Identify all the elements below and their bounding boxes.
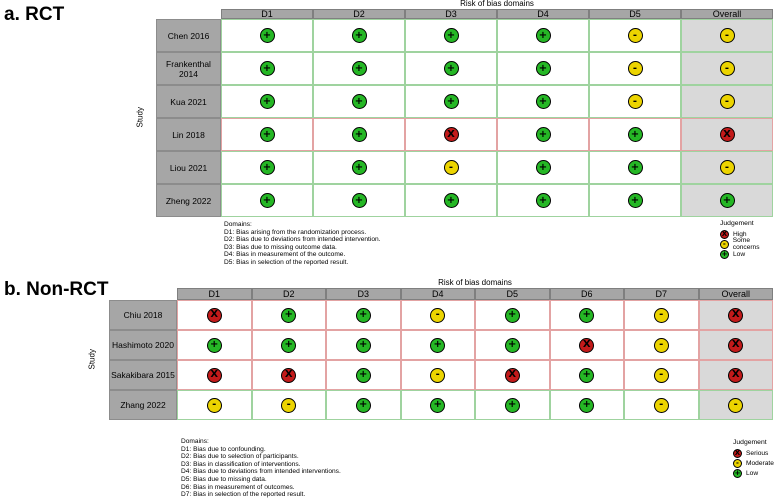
- overall-cell: [681, 151, 773, 184]
- legend-item: [720, 239, 777, 249]
- some-concerns-icon: -: [628, 61, 643, 76]
- low-risk-icon: +: [281, 308, 296, 323]
- judgement-cell: [326, 390, 401, 420]
- low-risk-icon: +: [352, 61, 367, 76]
- low-risk-icon: +: [430, 398, 445, 413]
- some-concerns-icon: -: [430, 368, 445, 383]
- judgement-cell: [313, 85, 405, 118]
- low-risk-icon: +: [352, 193, 367, 208]
- low-risk-icon: +: [536, 61, 551, 76]
- low-risk-icon: +: [352, 160, 367, 175]
- domain-definition: D6: Bias in measurement of outcomes.: [181, 483, 295, 491]
- judgement-cell: [401, 360, 476, 390]
- some-concerns-icon: -: [628, 94, 643, 109]
- domain-header: Overall: [699, 288, 774, 300]
- some-concerns-icon: -: [430, 308, 445, 323]
- low-risk-icon: +: [356, 308, 371, 323]
- high-risk-icon: X: [728, 368, 743, 383]
- judgement-cell: [221, 85, 313, 118]
- legend-label: High: [733, 230, 747, 238]
- judgement-cell: [589, 118, 681, 151]
- judgement-cell: [326, 360, 401, 390]
- judgement-cell: [589, 85, 681, 118]
- judgement-cell: [221, 118, 313, 151]
- judgement-cell: [497, 184, 589, 217]
- low-risk-icon: +: [260, 193, 275, 208]
- judgement-cell: [405, 184, 497, 217]
- study-label: Kua 2021: [156, 85, 221, 118]
- low-risk-icon: +: [260, 61, 275, 76]
- some-concerns-icon: -: [720, 94, 735, 109]
- low-risk-icon: +: [260, 28, 275, 43]
- judgement-cell: [313, 52, 405, 85]
- judgement-cell: [550, 360, 625, 390]
- some-concerns-icon: -: [654, 338, 669, 353]
- overall-cell: [681, 118, 773, 151]
- some-concerns-icon: -: [733, 459, 742, 468]
- study-label: Liou 2021: [156, 151, 221, 184]
- some-concerns-icon: -: [654, 368, 669, 383]
- study-label: Frankenthal 2014: [156, 52, 221, 85]
- overall-cell: [681, 184, 773, 217]
- judgement-cell: [589, 52, 681, 85]
- judgement-cell: [252, 300, 327, 330]
- legend-item: [733, 458, 774, 468]
- judgement-cell: [550, 330, 625, 360]
- domain-header: D3: [326, 288, 401, 300]
- low-risk-icon: +: [356, 398, 371, 413]
- low-risk-icon: +: [352, 94, 367, 109]
- some-concerns-icon: -: [720, 28, 735, 43]
- low-risk-icon: +: [356, 338, 371, 353]
- some-concerns-icon: -: [654, 398, 669, 413]
- study-label: Sakakibara 2015: [109, 360, 177, 390]
- judgement-cell: [177, 300, 252, 330]
- legend-item: [733, 468, 774, 478]
- judgement-cell: [624, 330, 699, 360]
- domain-definition: D1: Bias due to confounding.: [181, 445, 266, 453]
- overall-cell: [699, 360, 774, 390]
- judgement-cell: [550, 390, 625, 420]
- domain-header: D6: [550, 288, 625, 300]
- low-risk-icon: +: [260, 127, 275, 142]
- high-risk-icon: X: [734, 448, 741, 457]
- judgement-cell: [497, 52, 589, 85]
- domains-legend: [224, 221, 381, 267]
- judgement-cell: [177, 360, 252, 390]
- y-axis-label: Study: [135, 107, 145, 128]
- judgement-cell: [252, 390, 327, 420]
- low-risk-icon: +: [579, 398, 594, 413]
- judgement-cell: [475, 300, 550, 330]
- domain-definition: D5: Bias in selection of the reported result.: [224, 258, 349, 266]
- domain-definition: D2: Bias due to selection of participants.: [181, 453, 299, 461]
- high-risk-icon: X: [720, 127, 735, 142]
- judgement-cell: [177, 330, 252, 360]
- low-risk-icon: +: [579, 368, 594, 383]
- high-risk-icon: X: [505, 368, 520, 383]
- high-risk-icon: X: [281, 368, 296, 383]
- high-risk-icon: X: [207, 308, 222, 323]
- domain-header: D7: [624, 288, 699, 300]
- judgement-cell: [221, 151, 313, 184]
- high-risk-icon: X: [728, 338, 743, 353]
- judgement-cell: [497, 151, 589, 184]
- legend-label: Moderate: [746, 459, 774, 467]
- some-concerns-icon: -: [720, 61, 735, 76]
- judgement-cell: [401, 300, 476, 330]
- low-risk-icon: +: [444, 94, 459, 109]
- domain-header: D4: [497, 9, 589, 19]
- some-concerns-icon: -: [444, 160, 459, 175]
- study-label: Hashimoto 2020: [109, 330, 177, 360]
- domain-header: D1: [177, 288, 252, 300]
- low-risk-icon: +: [536, 127, 551, 142]
- high-risk-icon: X: [207, 368, 222, 383]
- some-concerns-icon: -: [728, 398, 743, 413]
- judgement-cell: [475, 360, 550, 390]
- domain-definition: D1: Bias arising from the randomization process.: [224, 228, 367, 236]
- overall-cell: [699, 390, 774, 420]
- domain-header: Overall: [681, 9, 773, 19]
- legend-label: Some concerns: [732, 237, 760, 251]
- low-risk-icon: +: [536, 160, 551, 175]
- some-concerns-icon: -: [720, 240, 729, 249]
- judgement-cell: [326, 300, 401, 330]
- judgement-cell: [475, 330, 550, 360]
- domain-definition: D3: Bias due to missing outcome data.: [224, 243, 337, 251]
- domain-header: D3: [405, 9, 497, 19]
- domains-legend: [181, 438, 341, 499]
- legend-item: [733, 448, 774, 458]
- domain-definition: D2: Bias due to deviations from intended intervention.: [224, 236, 381, 244]
- overall-cell: [681, 19, 773, 52]
- judgement-cell: [624, 300, 699, 330]
- judgement-cell: [401, 390, 476, 420]
- some-concerns-icon: -: [207, 398, 222, 413]
- low-risk-icon: +: [207, 338, 222, 353]
- judgement-cell: [221, 184, 313, 217]
- low-risk-icon: +: [444, 28, 459, 43]
- some-concerns-icon: -: [654, 308, 669, 323]
- judgement-cell: [405, 52, 497, 85]
- judgement-cell: [475, 390, 550, 420]
- risk-of-bias-title: Risk of bias domains: [438, 278, 512, 287]
- domain-header: D2: [252, 288, 327, 300]
- judgement-cell: [405, 151, 497, 184]
- judgement-cell: [252, 360, 327, 390]
- judgement-cell: [313, 118, 405, 151]
- legend-label: Low: [746, 469, 759, 477]
- low-risk-icon: +: [505, 308, 520, 323]
- domain-definition: D5: Bias due to missing data.: [181, 475, 267, 483]
- high-risk-icon: X: [444, 127, 459, 142]
- judgement-cell: [177, 390, 252, 420]
- study-label: Chen 2016: [156, 19, 221, 52]
- study-label: Lin 2018: [156, 118, 221, 151]
- low-risk-icon: +: [505, 338, 520, 353]
- y-axis-label: Study: [87, 349, 97, 370]
- low-risk-icon: +: [356, 368, 371, 383]
- judgement-title: Judgement: [733, 439, 767, 446]
- low-risk-icon: +: [430, 338, 445, 353]
- judgement-cell: [589, 19, 681, 52]
- judgement-title: Judgement: [720, 220, 754, 227]
- judgement-cell: [326, 330, 401, 360]
- some-concerns-icon: -: [720, 160, 735, 175]
- panel-title: a. RCT: [4, 4, 65, 25]
- low-risk-icon: +: [260, 160, 275, 175]
- judgement-cell: [624, 360, 699, 390]
- domain-definition: D7: Bias in selection of the reported result.: [181, 491, 306, 499]
- judgement-cell: [624, 390, 699, 420]
- domain-definition: D3: Bias in classification of interventions.: [181, 460, 301, 468]
- high-risk-icon: X: [728, 308, 743, 323]
- low-risk-icon: +: [579, 308, 594, 323]
- some-concerns-icon: -: [628, 28, 643, 43]
- low-risk-icon: +: [536, 193, 551, 208]
- panel-title: b. Non-RCT: [4, 279, 109, 300]
- low-risk-icon: +: [352, 28, 367, 43]
- low-risk-icon: +: [281, 338, 296, 353]
- low-risk-icon: +: [734, 468, 741, 477]
- legend-label: Low: [733, 250, 746, 258]
- domain-definition: D4: Bias due to deviations from intended interventions.: [181, 468, 341, 476]
- low-risk-icon: +: [628, 127, 643, 142]
- risk-of-bias-title: Risk of bias domains: [460, 0, 534, 8]
- low-risk-icon: +: [536, 28, 551, 43]
- judgement-cell: [252, 330, 327, 360]
- domain-header: D4: [401, 288, 476, 300]
- overall-cell: [681, 52, 773, 85]
- domain-definition: D4: Bias in measurement of the outcome.: [224, 251, 346, 259]
- low-risk-icon: +: [505, 398, 520, 413]
- low-risk-icon: +: [721, 249, 728, 258]
- judgement-cell: [221, 52, 313, 85]
- low-risk-icon: +: [444, 193, 459, 208]
- low-risk-icon: +: [352, 127, 367, 142]
- low-risk-icon: +: [444, 61, 459, 76]
- domains-title: Domains:: [181, 438, 209, 445]
- domain-header: D5: [475, 288, 550, 300]
- domain-header: D5: [589, 9, 681, 19]
- judgement-cell: [497, 118, 589, 151]
- judgement-cell: [589, 151, 681, 184]
- judgement-cell: [221, 19, 313, 52]
- judgement-cell: [313, 151, 405, 184]
- low-risk-icon: +: [628, 160, 643, 175]
- low-risk-icon: +: [536, 94, 551, 109]
- overall-cell: [699, 300, 774, 330]
- some-concerns-icon: -: [281, 398, 296, 413]
- study-label: Zhang 2022: [109, 390, 177, 420]
- low-risk-icon: +: [628, 193, 643, 208]
- judgement-legend: [720, 220, 777, 259]
- overall-cell: [681, 85, 773, 118]
- judgement-cell: [405, 85, 497, 118]
- study-label: Chiu 2018: [109, 300, 177, 330]
- judgement-cell: [401, 330, 476, 360]
- judgement-cell: [405, 118, 497, 151]
- domain-header: D2: [313, 9, 405, 19]
- judgement-cell: [313, 19, 405, 52]
- domains-title: Domains:: [224, 221, 252, 228]
- high-risk-icon: X: [579, 338, 594, 353]
- judgement-cell: [497, 85, 589, 118]
- judgement-legend: [733, 439, 774, 478]
- judgement-cell: [497, 19, 589, 52]
- study-label: Zheng 2022: [156, 184, 221, 217]
- judgement-cell: [405, 19, 497, 52]
- judgement-cell: [313, 184, 405, 217]
- legend-label: Serious: [746, 449, 769, 457]
- high-risk-icon: X: [721, 229, 728, 238]
- overall-cell: [699, 330, 774, 360]
- low-risk-icon: +: [260, 94, 275, 109]
- low-risk-icon: +: [720, 193, 735, 208]
- domain-header: D1: [221, 9, 313, 19]
- judgement-cell: [589, 184, 681, 217]
- judgement-cell: [550, 300, 625, 330]
